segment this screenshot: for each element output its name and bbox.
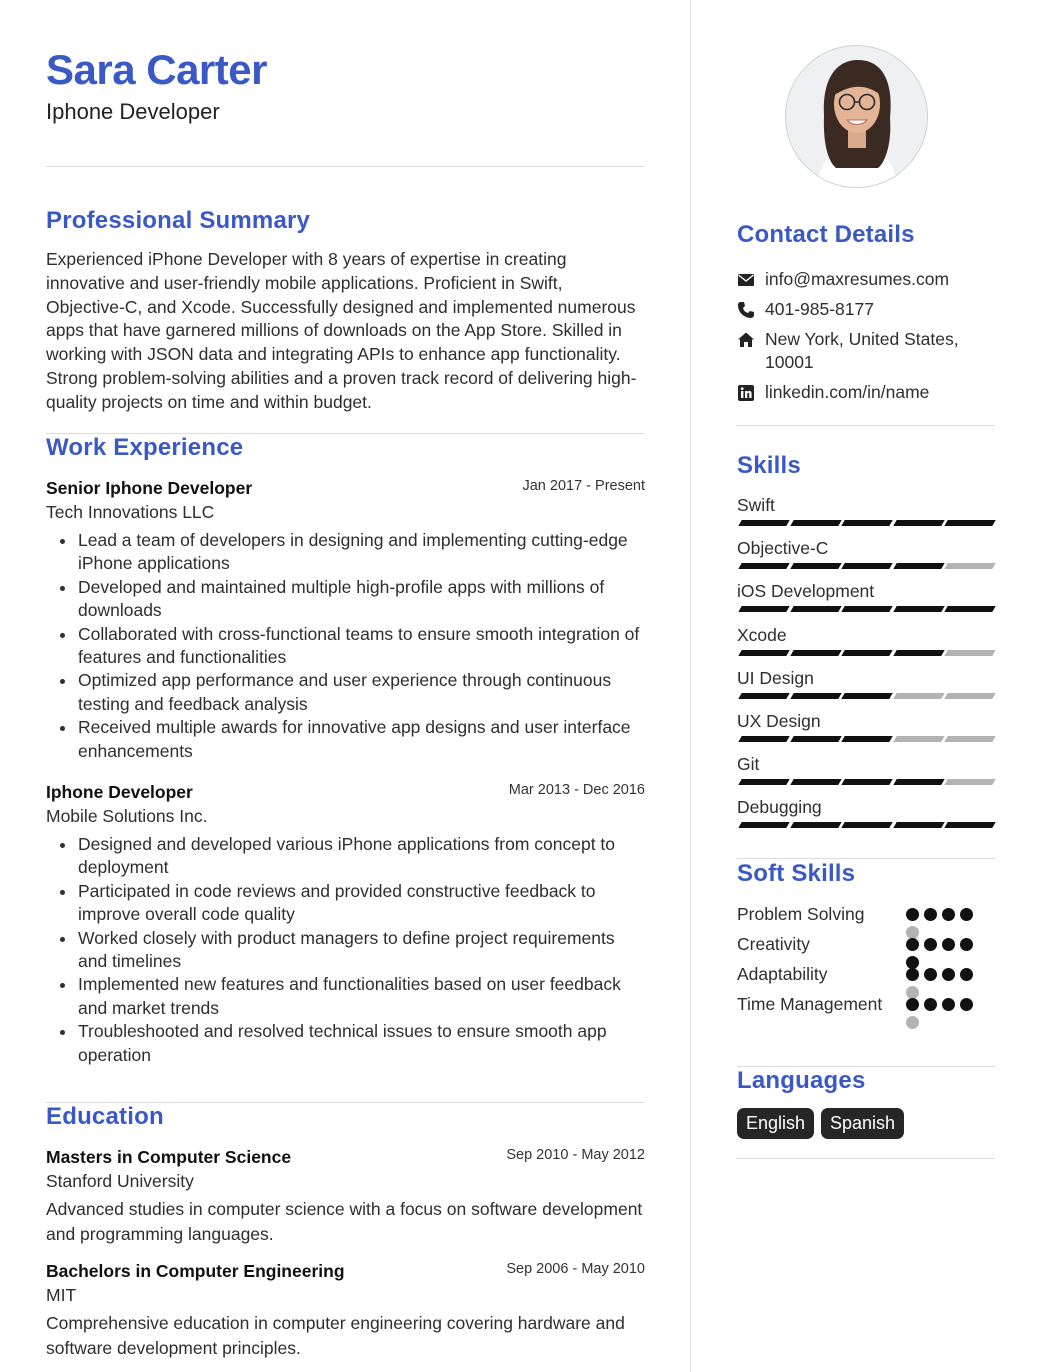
contact-heading: Contact Details [737, 221, 915, 248]
skills-heading: Skills [737, 452, 801, 479]
rating-dot-filled [906, 938, 919, 951]
soft-skills-heading: Soft Skills [737, 860, 856, 887]
rating-dot-filled [960, 968, 973, 981]
skill-segment-filled [738, 736, 789, 742]
summary-heading: Professional Summary [46, 207, 311, 234]
rating-dot-filled [960, 998, 973, 1011]
skill-segment-filled [738, 779, 789, 785]
skill-segment-filled [738, 520, 789, 526]
job-bullet: Designed and developed various iPhone applications from concept to deployment [78, 833, 645, 880]
rating-dot-filled [924, 998, 937, 1011]
job-bullet: Collaborated with cross-functional teams to ensure smooth integration of features and functionalities [78, 623, 645, 670]
skill-level-bar [737, 563, 993, 569]
soft-skill-name: Adaptability [737, 964, 828, 984]
rating-dot-filled [942, 938, 955, 951]
skill-item [737, 494, 995, 516]
phone-text: 401-985-8177 [765, 299, 874, 319]
skill-segment-filled [944, 520, 995, 526]
skill-segment-empty [893, 736, 944, 742]
skill-segment-filled [944, 822, 995, 828]
skill-segment-filled [841, 606, 892, 612]
rating-dot-filled [942, 998, 955, 1011]
skill-segment-filled [841, 650, 892, 656]
skill-segment-filled [790, 650, 841, 656]
email-text: info@maxresumes.com [765, 269, 950, 289]
skill-name: Debugging [737, 797, 822, 818]
skill-segment-filled [790, 822, 841, 828]
skill-segment-filled [738, 606, 789, 612]
rating-dot-filled [960, 908, 973, 921]
divider [46, 166, 645, 167]
skill-level-bar [737, 650, 993, 656]
skill-segment-empty [893, 693, 944, 699]
skill-level-bar [737, 736, 993, 742]
skill-item [737, 796, 995, 818]
education-description: Advanced studies in computer science with a focus on software development and programming languages. [46, 1199, 643, 1244]
job-bullet: Developed and maintained multiple high-profile apps with millions of downloads [78, 576, 645, 623]
job-bullets [78, 529, 645, 763]
skill-level-bar [737, 822, 993, 828]
skill-segment-filled [841, 563, 892, 569]
language-chip: Spanish [821, 1108, 904, 1139]
summary-text: Experienced iPhone Developer with 8 years of expertise in creating innovative and user-friendly mobile applications. Proficient in Swift, Objective-C, and Xcode. Successfully designed and implemented numerous apps that have garnered millions of downloads on the App Store. Skilled in working with JSON data and integrating APIs to enhance app functionality. Strong problem-solving abilities and a proven track record of delivering high-quality projects on time and within budget. [46, 249, 637, 412]
skill-segment-empty [944, 736, 995, 742]
soft-skill-item [737, 962, 995, 986]
skill-item [737, 624, 995, 646]
skill-segment-filled [944, 606, 995, 612]
skill-name: iOS Development [737, 581, 875, 602]
education-heading: Education [46, 1103, 164, 1130]
skill-item [737, 537, 995, 559]
rating-dot-filled [924, 908, 937, 921]
skill-item [737, 710, 995, 732]
education-date: Sep 2010 - May 2012 [506, 1147, 645, 1163]
soft-skill-name: Creativity [737, 934, 810, 954]
soft-skill-item [737, 992, 995, 1016]
soft-skill-rating [906, 998, 986, 1028]
job-bullet: Implemented new features and functionalities based on user feedback and market trends [78, 973, 645, 1020]
skill-item [737, 667, 995, 689]
rating-dot-filled [942, 908, 955, 921]
linkedin-icon [737, 384, 755, 402]
rating-dot-filled [924, 938, 937, 951]
column-divider [690, 0, 691, 1372]
rating-dot-filled [960, 938, 973, 951]
job-bullets [78, 833, 645, 1067]
skill-segment-filled [893, 650, 944, 656]
rating-dot-filled [924, 968, 937, 981]
experience-heading: Work Experience [46, 434, 244, 461]
skill-level-bar [737, 693, 993, 699]
skill-segment-empty [944, 650, 995, 656]
skill-name: UX Design [737, 711, 821, 731]
skill-segment-filled [790, 736, 841, 742]
divider [737, 1158, 995, 1159]
school: MIT [46, 1285, 77, 1305]
skill-segment-filled [841, 693, 892, 699]
degree: Masters in Computer Science [46, 1147, 292, 1167]
skill-segment-filled [738, 563, 789, 569]
job-bullet: Worked closely with product managers to define project requirements and timelines [78, 927, 645, 974]
skill-name: Swift [737, 495, 775, 515]
skill-segment-empty [944, 779, 995, 785]
skill-segment-filled [790, 606, 841, 612]
profile-photo [785, 45, 928, 188]
skill-segment-filled [841, 736, 892, 742]
skill-level-bar [737, 606, 993, 612]
education-description: Comprehensive education in computer engineering covering hardware and software development principles. [46, 1313, 625, 1358]
job-bullet: Optimized app performance and user experience through continuous testing and feedback analysis [78, 669, 645, 716]
job-date: Mar 2013 - Dec 2016 [508, 782, 645, 798]
skill-item [737, 580, 995, 602]
job-position: Senior Iphone Developer [46, 478, 253, 498]
skill-segment-filled [790, 779, 841, 785]
skill-name: Git [737, 754, 760, 775]
rating-dot-filled [942, 968, 955, 981]
rating-dot-empty [906, 1016, 919, 1029]
rating-dot-filled [906, 998, 919, 1011]
skill-segment-filled [893, 563, 944, 569]
skill-item [737, 753, 995, 775]
skill-segment-filled [790, 563, 841, 569]
skill-segment-filled [893, 779, 944, 785]
skill-segment-filled [738, 650, 789, 656]
job-bullet: Received multiple awards for innovative app designs and user interface enhancements [78, 716, 645, 763]
soft-skill-name: Time Management [737, 994, 883, 1014]
skill-segment-empty [944, 693, 995, 699]
rating-dot-filled [906, 968, 919, 981]
skill-segment-filled [841, 822, 892, 828]
job-date: Jan 2017 - Present [522, 478, 645, 494]
skill-segment-filled [738, 693, 789, 699]
degree: Bachelors in Computer Engineering [46, 1261, 345, 1281]
languages-heading: Languages [737, 1067, 866, 1094]
job-bullet: Lead a team of developers in designing and implementing cutting-edge iPhone applications [78, 529, 645, 576]
rating-dot-filled [906, 908, 919, 921]
skill-segment-filled [893, 822, 944, 828]
home-icon [737, 331, 755, 349]
job-company: Mobile Solutions Inc. [46, 806, 208, 826]
candidate-name: Sara Carter [46, 46, 267, 93]
skill-segment-filled [790, 693, 841, 699]
skill-name: Xcode [737, 624, 787, 645]
soft-skill-name: Problem Solving [737, 904, 865, 924]
skill-segment-filled [893, 520, 944, 526]
divider [737, 425, 995, 426]
soft-skill-item [737, 902, 995, 926]
skill-segment-filled [790, 520, 841, 526]
skill-segment-filled [893, 606, 944, 612]
envelope-icon [737, 271, 755, 289]
address-text: New York, United States, 10001 [765, 329, 959, 372]
skill-segment-filled [841, 779, 892, 785]
education-date: Sep 2006 - May 2010 [506, 1261, 645, 1277]
skill-name: UI Design [737, 667, 814, 688]
linkedin-text: linkedin.com/in/name [765, 382, 930, 402]
phone-icon [737, 301, 755, 319]
job-bullet: Participated in code reviews and provided constructive feedback to improve overall code quality [78, 880, 645, 927]
school: Stanford University [46, 1171, 194, 1191]
soft-skill-item [737, 932, 995, 956]
skill-segment-filled [841, 520, 892, 526]
job-company: Tech Innovations LLC [46, 502, 215, 522]
job-position: Iphone Developer [46, 782, 193, 802]
job-bullet: Troubleshooted and resolved technical issues to ensure smooth app operation [78, 1020, 645, 1067]
skill-name: Objective-C [737, 538, 829, 559]
skill-level-bar [737, 520, 993, 526]
language-chip: English [737, 1108, 814, 1139]
skill-level-bar [737, 779, 993, 785]
skill-segment-empty [944, 563, 995, 569]
skill-segment-filled [738, 822, 789, 828]
job-title: Iphone Developer [46, 99, 220, 124]
